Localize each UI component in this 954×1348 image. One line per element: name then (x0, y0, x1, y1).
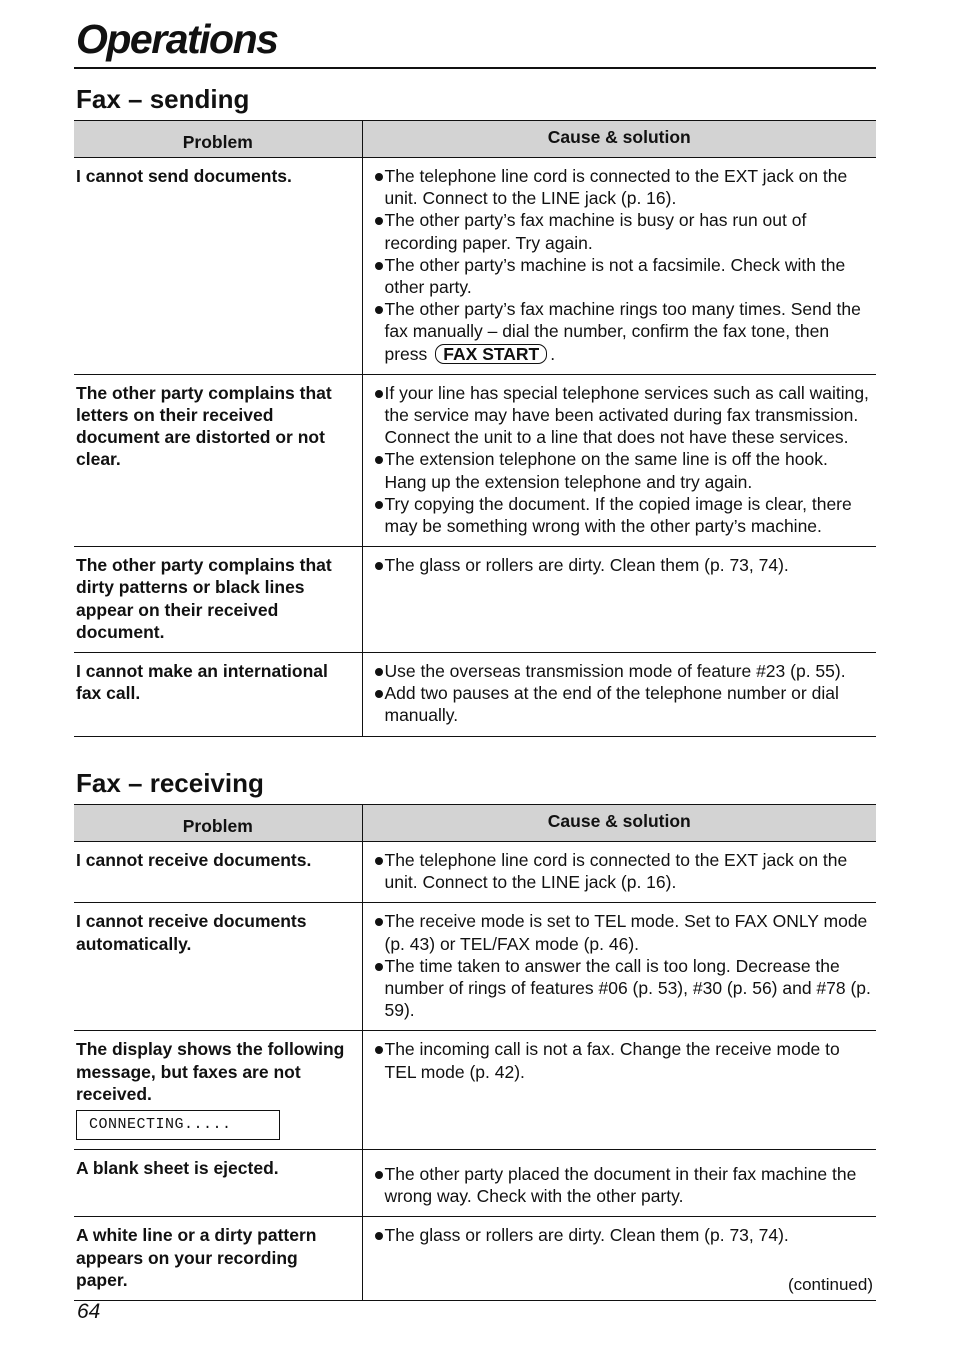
cause-item: The glass or rollers are dirty. Clean them (p. 73, 74). (375, 1224, 875, 1246)
section-title-fax-receiving: Fax – receiving (76, 768, 264, 798)
cause-item: The incoming call is not a fax. Change the receive mode to TEL mode (p. 42). (375, 1038, 875, 1082)
cause-item: The other party placed the document in their fax machine the wrong way. Check with the other party. (375, 1163, 875, 1207)
cause-cell (362, 374, 876, 546)
cause-cell (362, 842, 876, 903)
section-title-fax-sending: Fax – sending (76, 84, 250, 114)
table-row (74, 653, 876, 737)
title-rule (74, 67, 876, 69)
table-row (74, 158, 876, 375)
table-row (74, 903, 876, 1031)
problem-cell: I cannot receive documents automatically. (74, 903, 362, 1031)
cause-item: The receive mode is set to TEL mode. Set to FAX ONLY mode (p. 43) or TEL/FAX mode (p. 46). (375, 910, 875, 954)
troubleshooting-table-receiving (74, 804, 876, 1301)
cause-item: The telephone line cord is connected to the EXT jack on the unit. Connect to the LINE jack (p. 16). (375, 849, 875, 893)
problem-text: The display shows the following message, but faxes are not received. (76, 1039, 345, 1104)
cause-item: Use the overseas transmission mode of feature #23 (p. 55). (375, 660, 875, 682)
problem-cell: I cannot send documents. (74, 158, 362, 375)
cause-item: The time taken to answer the call is too long. Decrease the number of rings of features #06 (p. 53), #30 (p. 56) and #78 (p. 59). (375, 955, 875, 1022)
cause-cell (362, 547, 876, 653)
problem-cell: I cannot make an international fax call. (74, 653, 362, 737)
problem-cell: I cannot receive documents. (74, 842, 362, 903)
problem-cell (74, 1031, 362, 1150)
table-row (74, 1217, 876, 1301)
table-row (74, 374, 876, 546)
problem-cell: A blank sheet is ejected. (74, 1150, 362, 1217)
cause-item: The extension telephone on the same line is off the hook. Hang up the extension telephone and try again. (375, 448, 875, 492)
cause-cell (362, 653, 876, 737)
troubleshooting-table-sending (74, 120, 876, 737)
header-cause-solution: Cause & solution (362, 121, 876, 158)
cause-cell (362, 1031, 876, 1150)
table-row (74, 547, 876, 653)
cause-item: Try copying the document. If the copied image is clear, there may be something wrong with the other party’s machine. (375, 493, 875, 537)
problem-cell: The other party complains that dirty patterns or black lines appear on their received document. (74, 547, 362, 653)
fax-start-key-label: FAX START (435, 344, 547, 364)
header-cause-solution: Cause & solution (362, 805, 876, 842)
cause-suffix: . (550, 343, 556, 364)
continued-note: (continued) (787, 1275, 873, 1294)
cause-item: Add two pauses at the end of the telephone number or dial manually. (375, 682, 875, 726)
problem-cell: A white line or a dirty pattern appears on your recording paper. (74, 1217, 362, 1301)
table-header-row (74, 121, 876, 158)
cause-item-with-key (375, 298, 875, 365)
page-number: 64 (77, 1300, 101, 1323)
cause-cell (362, 1150, 876, 1217)
cause-cell (362, 903, 876, 1031)
table-row (74, 1150, 876, 1217)
table-header-row (74, 805, 876, 842)
cause-item: The other party’s machine is not a facsimile. Check with the other party. (375, 254, 875, 298)
table-row (74, 1031, 876, 1150)
problem-cell: The other party complains that letters on their received document are distorted or not clear. (74, 374, 362, 546)
cause-item: The glass or rollers are dirty. Clean them (p. 73, 74). (375, 554, 875, 576)
header-problem: Problem (74, 121, 362, 158)
cause-item: If your line has special telephone services such as call waiting, the service may have been activated during fax transmission. Connect the unit to a line that does not have these services. (375, 382, 875, 449)
header-problem: Problem (74, 805, 362, 842)
table-row (74, 842, 876, 903)
cause-item: The telephone line cord is connected to the EXT jack on the unit. Connect to the LINE jack (p. 16). (375, 165, 875, 209)
cause-item: The other party’s fax machine is busy or has run out of recording paper. Try again. (375, 209, 875, 253)
cause-text: The other party’s fax machine rings too many times. Send the fax manually – dial the number, confirm the fax tone, then press (384, 299, 861, 364)
page-title: Operations (76, 16, 278, 62)
cause-cell (362, 158, 876, 375)
display-message-box: CONNECTING..... (76, 1110, 280, 1140)
